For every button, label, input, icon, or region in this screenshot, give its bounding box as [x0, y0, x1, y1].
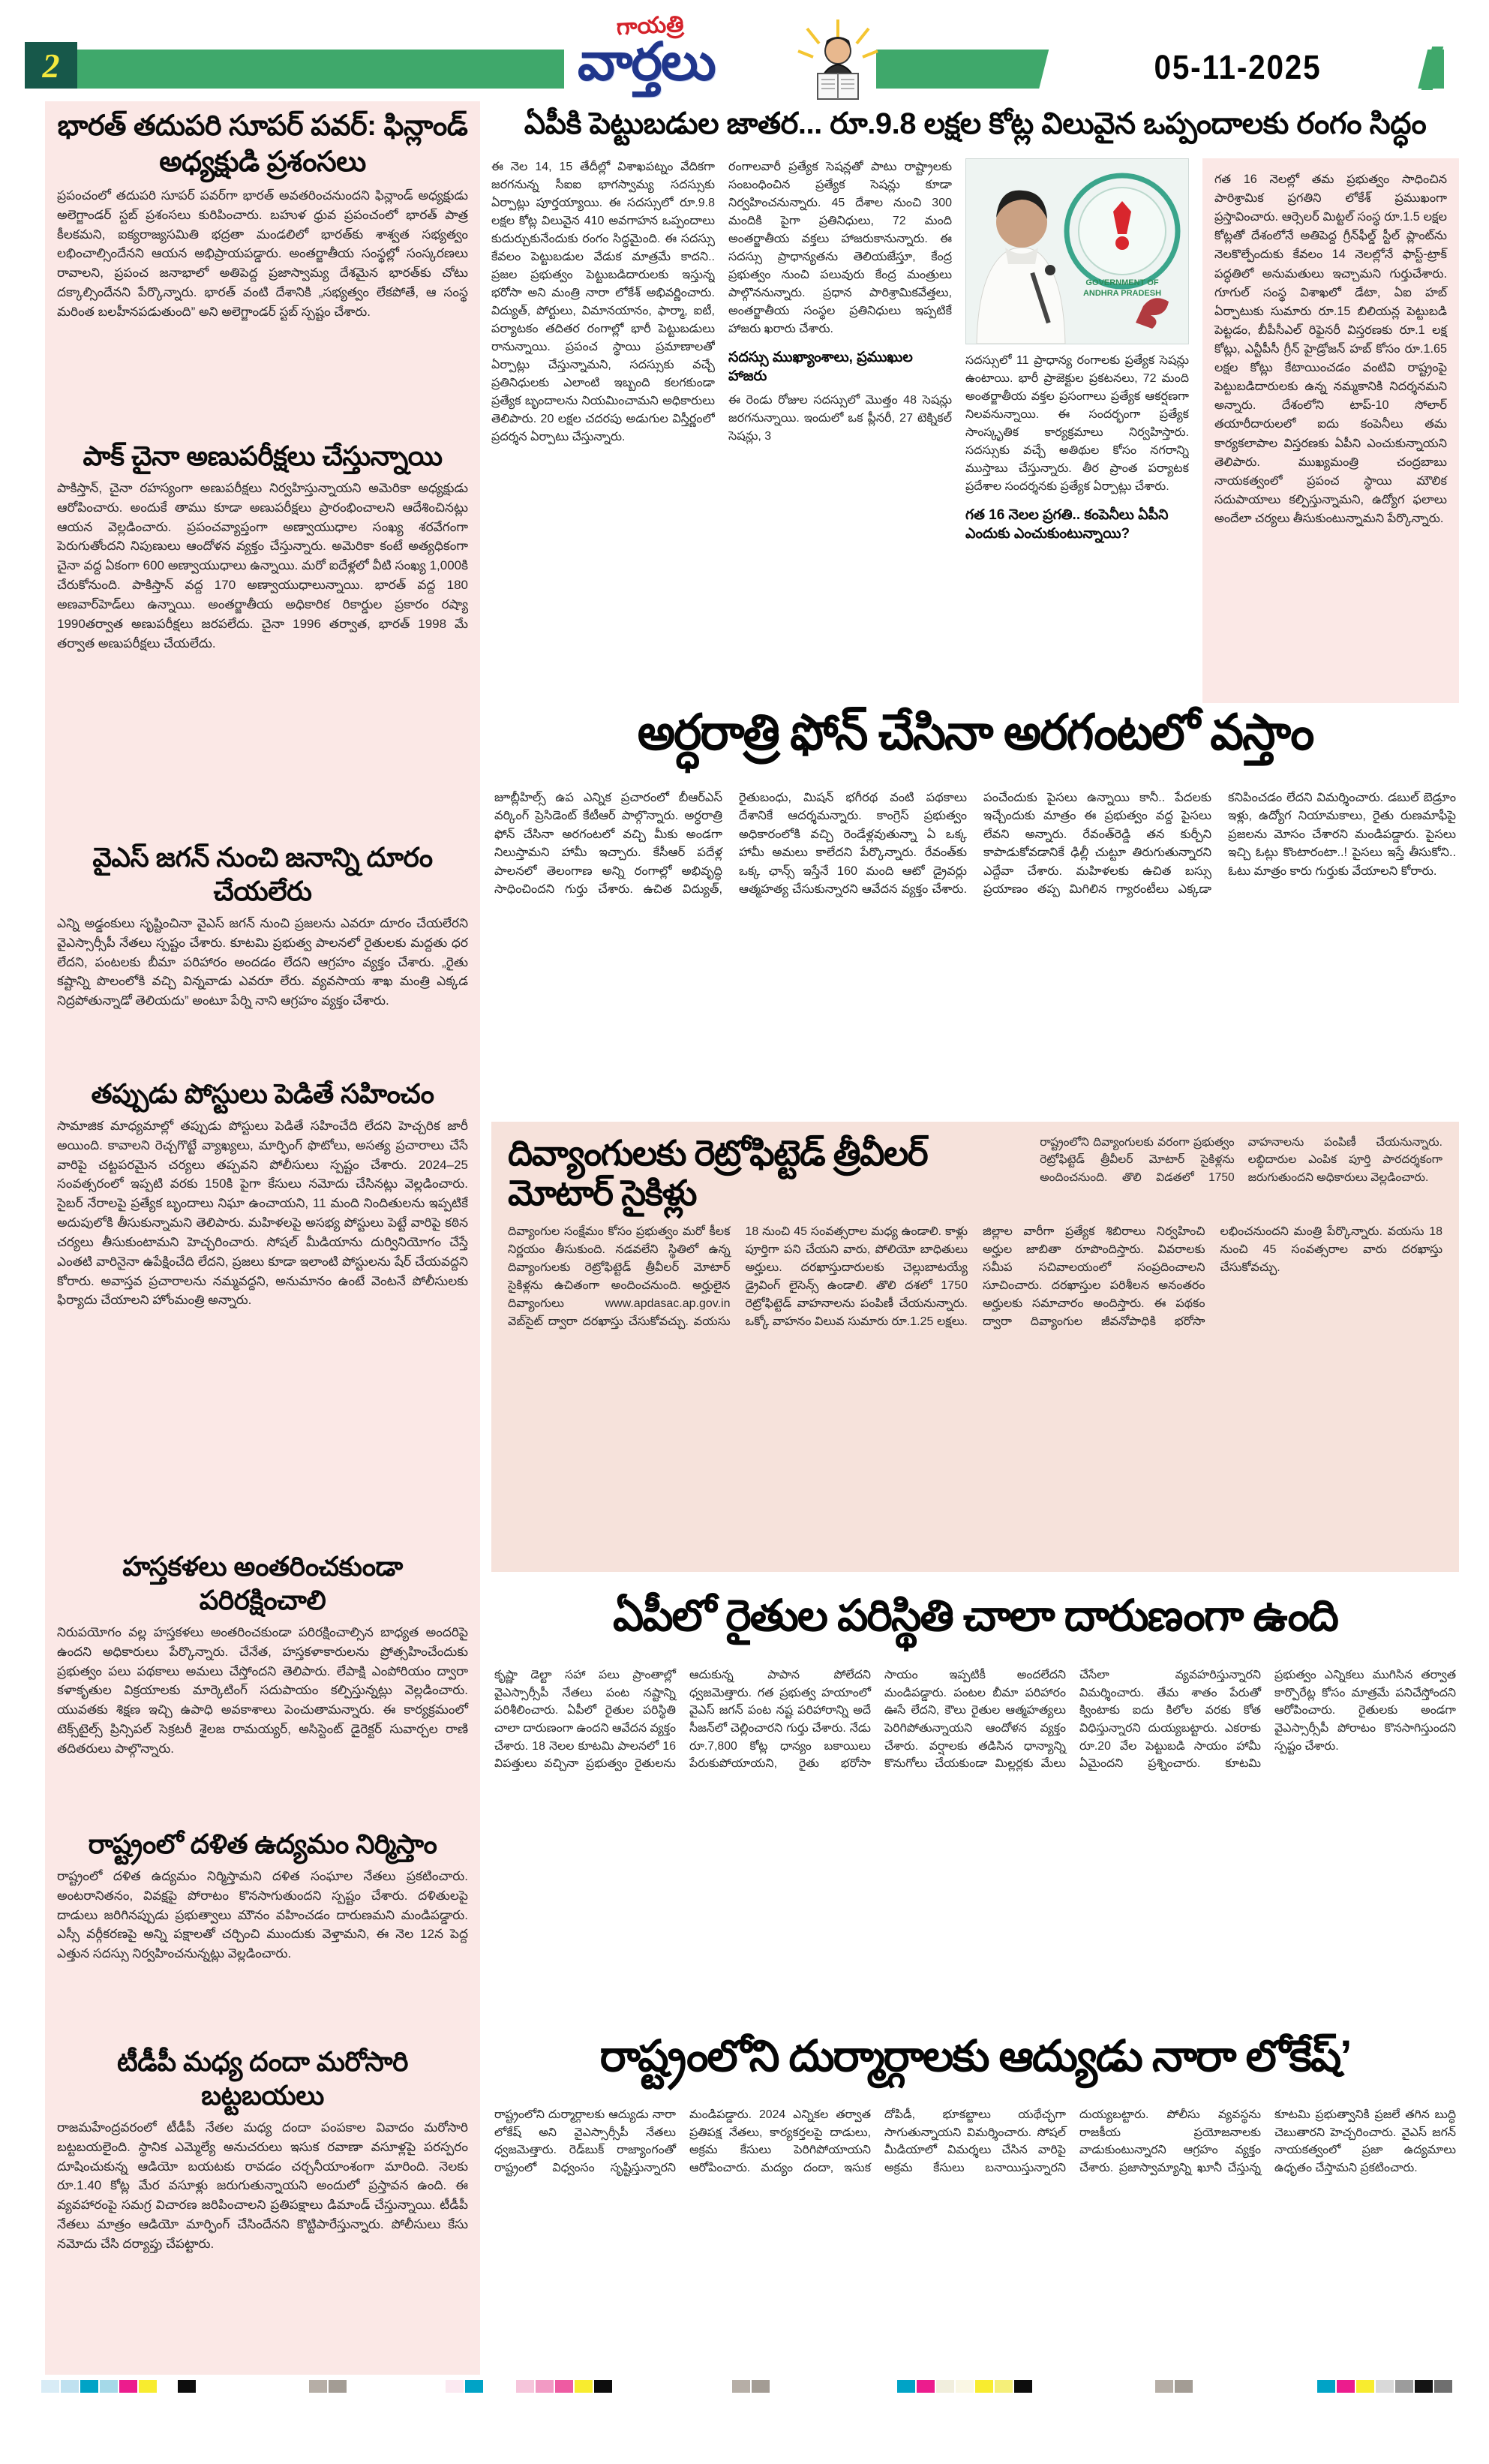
article-false-posts — [45, 1069, 480, 1542]
section-body-farmers: కృష్ణా డెల్టా సహా పలు ప్రాంతాల్లో వైఎస్సార్సీపీ నేతలు పంట నష్టాన్ని పరిశీలించారు. ఏపీలో రైతుల పరిస్థితి చాలా దారుణంగా ఉందని ఆవేదన వ్యక్తం చేశారు. 18 నెలల కూటమి పాలనలో 16 విపత్తులు వచ్చినా ప్రభుత్వం రైతులను ఆదుకున్న పాపాన పోలేదని ధ్వజమెత్తారు. గత ప్రభుత్వ హయాంలో వైఎస్ జగన్ పంట నష్ట పరిహారాన్ని అదే సీజన్‌లో చెల్లించారని గుర్తు చేశారు. నేడు రూ.7,800 కోట్ల ధాన్యం బకాయిలు పేరుకుపోయాయని, రైతు భరోసా సాయం ఇప్పటికీ అందలేదని మండిపడ్డారు. పంటల బీమా పరిహారం ఊసే లేదని, కౌలు రైతుల ఆత్మహత్యలు పెరిగిపోతున్నాయని ఆందోళన వ్యక్తం చేశారు. వర్షాలకు తడిసిన ధాన్యాన్ని కొనుగోలు చేయకుండా మిల్లర్లకు మేలు చేసేలా వ్యవహరిస్తున్నారని విమర్శించారు. తేమ శాతం పేరుతో క్వింటాకు ఐదు కిలోల వరకు కోత విధిస్తున్నారని దుయ్యబట్టారు. ఎకరాకు రూ.20 వేల పెట్టుబడి సాయం హామీ ఏమైందని ప్రశ్నించారు. కూటమి ప్రభుత్వం ఎన్నికలు ముగిసిన తర్వాత కార్పొరేట్ల కోసం మాత్రమే పనిచేస్తోందని ఆరోపించారు. రైతులకు అండగా వైఎస్సార్సీపీ పోరాటం కొనసాగిస్తుందని స్పష్టం చేశారు. — [494, 1669, 1456, 1771]
lead-headline: ఏపీకి పెట్టుబడుల జాతర... రూ.9.8 లక్షల కోట్ల విలువైన ఒప్పందాలకు రంగం సిద్ధం — [524, 107, 1427, 140]
registration-mark-swatch — [1317, 2380, 1335, 2393]
article-body: రాజమహేంద్రవరంలో టీడీపీ నేతల మధ్య దందా పంపకాల వివాదం మరోసారి బట్టబయలైంది. స్థానిక ఎమ్మెల్యే అనుచరులు ఇసుక రవాణా వసూళ్లపై పరస్పరం దూషించుకున్న ఆడియో బయటకు రావడం చర్చనీయాంశంగా మారింది. నెలకు రూ.1.40 కోట్ల మేర వసూళ్లు జరుగుతున్నాయని అందులో ప్రస్తావన ఉంది. ఈ వ్యవహారంపై సమగ్ర విచారణ జరిపించాలని ప్రతిపక్షాలు డిమాండ్ చేస్తున్నాయి. టీడీపీ నేతలు మాత్రం ఆడియో మార్ఫింగ్ చేసిందేనని కొట్టిపారేస్తున్నారు. పోలీసులు కేసు నమోదు చేసి దర్యాప్తు చేపట్టారు. — [57, 2120, 468, 2251]
article-headline: భారత్ తదుపరి సూపర్ పవర్: ఫిన్లాండ్ అధ్యక్షుడి ప్రశంసలు — [57, 110, 468, 178]
article-body: పాకిస్తాన్, చైనా రహస్యంగా అణుపరీక్షలు నిర్వహిస్తున్నాయని అమెరికా అధ్యక్షుడు ఆరోపించారు. అందుకే తాము కూడా అణుపరీక్షలు ప్రారంభించాలని ఆదేశించినట్లు ఆయన వెల్లడించారు. ప్రపంచవ్యాప్తంగా అణ్వాయుధాల సంఖ్య శరవేగంగా పెరుగుతోందని నిపుణులు ఆందోళన వ్యక్తం చేస్తున్నారు. అమెరికా కంటే అత్యధికంగా చైనా వద్ద ఏకంగా 600 అణ్వాయుధాలు ఉన్నాయి. మరో ఐదేళ్లలో వీటి సంఖ్య 1,000కి చేరుకోనుంది. పాకిస్తాన్ వద్ద 170 అణ్వాయుధాలున్నాయి. భారత్ వద్ద 180 అణవార్‌హెడ్‌లు ఉన్నాయి. అంతర్జాతీయ అధికారిక రికార్డుల ప్రకారం రష్యా 1990తర్వాత అణుపరీక్షలు జరపలేదు. చైనా 1996 తర్వాత, భారత్ 1998 మే తర్వాత అణుపరీక్షలు చేయలేదు. — [57, 481, 468, 651]
registration-mark-group — [1155, 2380, 1193, 2393]
lead-col-2-text: రంగాలవారీ ప్రత్యేక సెషన్లతో పాటు రాష్ట్రాలకు సంబంధించిన ప్రత్యేక సెషన్లు కూడా నిర్వహించనున్నారు. 45 దేశాల నుంచి 300 మందికి పైగా ప్రతినిధులు, 72 మంది అంతర్జాతీయ వక్తలు హాజరుకానున్నారు. ఈ సదస్సు ప్రాధాన్యతను తెలియజేస్తూ, కేంద్ర ప్రభుత్వం నుంచి పలువురు కేంద్ర మంత్రులు పాల్గొననున్నారు. ప్రధాన పారిశ్రామికవేత్తలు, అంతర్జాతీయ సంస్థల ప్రతినిధులు ఇప్పటికే హాజరు ఖరారు చేశారు. — [728, 161, 952, 335]
article-headline: పాక్ చైనా అణుపరీక్షలు చేస్తున్నాయి — [83, 440, 443, 471]
lead-article — [491, 158, 1459, 703]
lead-subhead-highlights: సదస్సు ముఖ్యాంశాలు, ప్రముఖుల హాజరు — [728, 350, 913, 384]
article-headline: తప్పుడు పోస్టులు పెడితే సహించం — [91, 1078, 434, 1109]
registration-mark-swatch — [917, 2380, 935, 2393]
section-headline-lokesh: రాష్ట్రంలోని దుర్మార్గాలకు ఆద్యుడు నారా లోకేష్’ — [599, 2032, 1351, 2081]
article-body: రాష్ట్రంలో దళిత ఉద్యమం నిర్మిస్తామని దళిత సంఘాల నేతలు ప్రకటించారు. అంటరానితనం, వివక్షపై పోరాటం కొనసాగుతుందని స్పష్టం చేశారు. దళితులపై దాడులు జరిగినప్పుడు ప్రభుత్వాలు మౌనం వహించడం దారుణమని మండిపడ్డారు. ఎస్సీ వర్గీకరణపై అన్ని పక్షాలతో చర్చించి ముందుకు వెళ్తామని, ఈ నెల 12న పెద్ద ఎత్తున సదస్సు నిర్వహించనున్నట్లు వెల్లడించారు. — [57, 1869, 468, 1961]
lead-sidebar-progress: గత 16 నెలల్లో తమ ప్రభుత్వం సాధించిన పారిశ్రామిక ప్రగతిని లోకేశ్ ప్రముఖంగా ప్రస్తావించారు. ఆర్సెలర్ మిట్టల్ సంస్థ రూ.1.5 లక్షల కోట్లతో దేశంలోనే అతిపెద్ద గ్రీన్‌ఫీల్డ్ స్టీల్ ప్లాంట్‌ను నెలకొల్పేందుకు కేవలం 14 నెలల్లోనే ఫాస్ట్-ట్రాక్ పద్ధతిలో అనుమతులు ఇచ్చామని గుర్తుచేశారు. గూగుల్ సంస్థ విశాఖలో డేటా, ఏఐ హబ్ ఏర్పాటుకు సుమారు రూ.15 బిలియన్ల పెట్టుబడి పెట్టడం, బీపీసీఎల్ రిఫైనరీ విస్తరణకు రూ.1 లక్ష కోట్లు, ఎన్టీపీసీ గ్రీన్ హైడ్రోజన్ హబ్ కోసం రూ.1.65 లక్షల కోట్లు కేటాయించడం వంటివి రాష్ట్రంపై పెట్టుబడిదారులకు ఉన్న నమ్మకానికి నిదర్శనమని అన్నారు. దేశంలోని టాప్-10 సోలార్ తయారీదారులలో ఐదు కంపెనీలు తమ కార్యకలాపాల విస్తరణకు ఏపీని ఎంచుకున్నాయని తెలిపారు. ముఖ్యమంత్రి చంద్రబాబు నాయకత్వంలో ప్రపంచ స్థాయి మౌలిక సదుపాయాలు కల్పిస్తున్నామని, ఉద్యోగ ఫలాలు అందేలా చర్యలు తీసుకుంటున్నామని పేర్కొన్నారు. — [1202, 158, 1459, 703]
registration-mark-group — [732, 2380, 770, 2393]
registration-mark-swatch — [100, 2380, 118, 2393]
registration-mark-swatch — [1395, 2380, 1413, 2393]
section-headline-midnight-call: అర్ధరాత్రి ఫోన్ చేసినా అరగంటలో వస్తాం — [637, 705, 1313, 761]
registration-mark-swatch — [975, 2380, 993, 2393]
lead-col-1: ఈ నెల 14, 15 తేదీల్లో విశాఖపట్నం వేదికగా జరగనున్న సీఐఐ భాగస్వామ్య సదస్సుకు ఏర్పాట్లు పూర్తయ్యాయి. ఈ సదస్సులో రూ.9.8 లక్షల కోట్ల విలువైన 410 అవగాహన ఒప్పందాలు కుదుర్చుకునేందుకు రంగం సిద్ధమైంది. ఈ సదస్సు కేవలం పెట్టుబడుల వేడుక మాత్రమే కాదని.. ప్రజల ప్రభుత్వం పెట్టుబడిదారులకు ఇస్తున్న భరోసా అని మంత్రి నారా లోకేశ్ అభివర్ణించారు. విద్యుత్, పోర్టులు, విమానయానం, ఫార్మా, ఐటీ, పర్యాటకం తదితర రంగాల్లో భారీ పెట్టుబడులు రానున్నాయి. ప్రపంచ స్థాయి ప్రమాణాలతో ఏర్పాట్లు చేస్తున్నామని, సదస్సుకు వచ్చే ప్రతినిధులకు ఎలాంటి ఇబ్బంది కలగకుండా ప్రత్యేక బృందాలను నియమించామని అధికారులు తెలిపారు. 20 లక్షల చదరపు అడుగుల విస్తీర్ణంలో ప్రదర్శన ఏర్పాటు చేస్తున్నారు. — [491, 161, 715, 443]
article-body: నిరుపయోగం వల్ల హస్తకళలు అంతరించకుండా పరిరక్షించాల్సిన బాధ్యత అందరిపై ఉందని అధికారులు పేర్కొన్నారు. చేనేత, హస్తకళాకారులను ప్రోత్సహించేందుకు ప్రభుత్వం పలు పథకాలు అమలు చేస్తోందని తెలిపారు. లేపాక్షి ఎంపోరియం ద్వారా కళాకృతుల విక్రయాలకు మార్కెటింగ్ సదుపాయం కల్పిస్తున్నట్లు వెల్లడించారు. యువతకు శిక్షణ ఇచ్చి ఉపాధి అవకాశాలు పెంచుతామన్నారు. ఈ కార్యక్రమంలో టెక్స్‌టైల్స్ ప్రిన్సిపల్ సెక్రటరీ శైలజ రామయ్యర్, అసిస్టెంట్ డైరెక్టర్ సువార్చల రాణి తదితరులు పాల్గొన్నారు. — [57, 1625, 468, 1756]
section-retrofitted-trikes — [491, 1122, 1459, 1572]
section-side-text-retrofitted: రాష్ట్రంలోని దివ్యాంగులకు వరంగా ప్రభుత్వం రెట్రోఫిట్టెడ్ త్రీవీలర్ మోటార్ సైకిళ్లను అందించనుంది. తొలి విడతలో 1750 వాహనాలను పంపిణీ చేయనున్నారు. లబ్ధిదారుల ఎంపిక పూర్తి పారదర్శకంగా జరుగుతుందని అధికారులు వెల్లడించారు. — [1040, 1136, 1442, 1184]
registration-mark-swatch — [536, 2380, 554, 2393]
registration-mark-swatch — [956, 2380, 974, 2393]
article-india-super-power — [45, 101, 480, 431]
svg-text:ANDHRA PRADESH: ANDHRA PRADESH — [1082, 289, 1162, 298]
registration-mark-group — [41, 2380, 196, 2393]
article-handicrafts — [45, 1542, 480, 1819]
section-body-retrofitted: దివ్యాంగుల సంక్షేమం కోసం ప్రభుత్వం మరో కీలక నిర్ణయం తీసుకుంది. నడవలేని స్థితిలో ఉన్న దివ్యాంగులకు రెట్రోఫిట్టెడ్ త్రీవీలర్ మోటార్ సైకిళ్లను ఉచితంగా అందించనుంది. అర్హులైన దివ్యాంగులు www.apdasac.ap.gov.in వెబ్‌సైట్ ద్వారా దరఖాస్తు చేసుకోవచ్చు. వయసు 18 నుంచి 45 సంవత్సరాల మధ్య ఉండాలి. కాళ్లు పూర్తిగా పని చేయని వారు, పోలియో బాధితులు అర్హులు. దరఖాస్తుదారులకు చెల్లుబాటయ్యే డ్రైవింగ్ లైసెన్స్ ఉండాలి. తొలి దశలో 1750 రెట్రోఫిట్టెడ్ వాహనాలను పంపిణీ చేయనున్నారు. ఒక్కో వాహనం విలువ సుమారు రూ.1.25 లక్షలు. జిల్లాల వారీగా ప్రత్యేక శిబిరాలు నిర్వహించి అర్హుల జాబితా రూపొందిస్తారు. వివరాలకు సమీప సచివాలయంలో సంప్రదించాలని సూచించారు. దరఖాస్తుల పరిశీలన అనంతరం అర్హులకు సమాచారం అందిస్తారు. ఈ పథకం ద్వారా దివ్యాంగుల జీవనోపాధికి భరోసా లభించనుందని మంత్రి పేర్కొన్నారు. వయసు 18 నుంచి 45 సంవత్సరాల వారు దరఖాస్తు చేసుకోవచ్చు. — [508, 1225, 1442, 1329]
registration-mark-swatch — [752, 2380, 770, 2393]
lead-photo-image — [965, 158, 1189, 344]
article-headline: రాష్ట్రంలో దళిత ఉద్యమం నిర్మిస్తాం — [88, 1828, 437, 1859]
registration-marks — [0, 2380, 1489, 2395]
section-headline-farmers: ఏపీలో రైతుల పరిస్థితి చాలా దారుణంగా ఉంది — [613, 1591, 1337, 1640]
registration-mark-swatch — [1155, 2380, 1173, 2393]
masthead-topline: గాయత్రి — [615, 11, 685, 41]
article-headline: వైఎస్ జగన్ నుంచి జనాన్ని దూరం చేయలేరు — [92, 842, 433, 906]
registration-mark-group — [897, 2380, 1032, 2393]
registration-mark-swatch — [80, 2380, 98, 2393]
registration-mark-swatch — [995, 2380, 1013, 2393]
article-body: ఎన్ని అడ్డంకులు సృష్టించినా వైఎస్ జగన్ నుంచి ప్రజలను ఎవరూ దూరం చేయలేరని వైఎస్సార్సీపీ నేతలు స్పష్టం చేశారు. కూటమి ప్రభుత్వ పాలనలో రైతులకు మద్దతు ధర లేదని, పంటలకు బీమా పరిహారం అందడం లేదని ఆగ్రహం వ్యక్తం చేశారు. „రైతు కష్టాన్ని పొలంలోకి వచ్చి విన్నవాడు ఎవరూ లేరు. వ్యవసాయ శాఖ మంత్రి ఎక్కడ నిద్రపోతున్నాడో తెలియదు” అంటూ పేర్ని నాని ఆగ్రహం వ్యక్తం చేశారు. — [57, 916, 468, 1008]
registration-mark-swatch — [1376, 2380, 1394, 2393]
registration-mark-swatch — [309, 2380, 327, 2393]
registration-mark-swatch — [61, 2380, 79, 2393]
masthead-title: వార్తలు — [578, 32, 715, 91]
section-headline-retrofitted: దివ్యాంగులకు రెట్రోఫిట్టెడ్ త్రీవీలర్ మోటార్ సైకిళ్లు — [508, 1133, 928, 1212]
registration-mark-swatch — [41, 2380, 59, 2393]
page-date: 05-11-2025 — [1154, 48, 1322, 86]
registration-mark-swatch — [446, 2380, 464, 2393]
registration-mark-swatch — [575, 2380, 593, 2393]
registration-mark-swatch — [594, 2380, 612, 2393]
lead-col-2-more: ఈ రెండు రోజుల సదస్సులో మొత్తం 48 సెషన్లు జరగనున్నాయి. ఇందులో ఒక ప్లీనరీ, 27 టెక్నికల్ సెషన్లు, 3 — [728, 394, 952, 443]
registration-mark-swatch — [1434, 2380, 1452, 2393]
registration-mark-swatch — [119, 2380, 137, 2393]
registration-mark-swatch — [1014, 2380, 1032, 2393]
main-region — [491, 101, 1459, 2375]
registration-mark-group — [516, 2380, 612, 2393]
registration-mark-swatch — [1415, 2380, 1433, 2393]
registration-mark-swatch — [897, 2380, 915, 2393]
registration-mark-swatch — [555, 2380, 573, 2393]
registration-mark-swatch — [465, 2380, 483, 2393]
registration-mark-swatch — [732, 2380, 750, 2393]
page-number-box — [25, 42, 77, 89]
registration-mark-group — [446, 2380, 483, 2393]
registration-mark-swatch — [329, 2380, 347, 2393]
article-body: ప్రపంచంలో తదుపరి సూపర్ పవర్‌గా భారత్ అవతరించనుందని ఫిన్లాండ్ అధ్యక్షుడు అలెగ్జాండర్ స్టబ్ ప్రశంసలు కురిపించారు. బహుళ ధ్రువ ప్రపంచంలో భారత్ పాత్ర కీలకమని, ఐక్యరాజ్యసమితి భద్రతా మండలిలో భారత్‌కు శాశ్వత సభ్యత్వం లభించాల్సిందేనని ఆయన అభిప్రాయపడ్డారు. అంతర్జాతీయ సంస్థల్లో సంస్కరణలు రావాలని, ప్రపంచ జనాభాలో అతిపెద్ద ప్రజాస్వామ్య దేశమైన భారత్‌కు చోటు దక్కాల్సిందేనని పేర్కొన్నారు. భారత్ వంటి దేశానికి „సభ్యత్వం లేకపోతే, ఆ సంస్థ మరింత బలహీనపడుతుంది” అని అలెగ్జాండర్ స్టబ్ స్పష్టం చేశారు. — [57, 188, 468, 319]
registration-mark-swatch — [158, 2380, 176, 2393]
registration-mark-swatch — [516, 2380, 534, 2393]
lead-subhead-why-ap: గత 16 నెలల ప్రగతి.. కంపెనీలు ఏపీని ఎందుకు ఎంచుకుంటున్నాయి? — [965, 507, 1169, 542]
article-tdp-danda — [45, 2037, 480, 2375]
registration-mark-swatch — [1337, 2380, 1355, 2393]
section-body-midnight-call: జూబ్లీహిల్స్ ఉప ఎన్నిక ప్రచారంలో బీఆర్ఎస్ వర్కింగ్ ప్రెసిడెంట్ కేటీఆర్ పాల్గొన్నారు. అర్ధరాత్రి ఫోన్ చేసినా అరగంటలో వచ్చి మీకు అండగా నిలుస్తామని హామీ ఇచ్చారు. కేసీఆర్ పదేళ్ల పాలనలో తెలంగాణ అన్ని రంగాల్లో అభివృద్ధి సాధించిందని గుర్తు చేశారు. ఉచిత విద్యుత్, రైతుబంధు, మిషన్ భగీరథ వంటి పథకాలు దేశానికే ఆదర్శమన్నారు. కాంగ్రెస్ ప్రభుత్వం అధికారంలోకి వచ్చి రెండేళ్లవుతున్నా ఏ ఒక్క హామీ అమలు కాలేదని పేర్కొన్నారు. రేవంత్‌కు ఒక్క ఛాన్స్ ఇస్తేనే 160 మంది ఆటో డ్రైవర్లు ఆత్మహత్య చేసుకున్నారని ఆవేదన వ్యక్తం చేశారు. పంచేందుకు పైసలు ఉన్నాయి కానీ.. పేదలకు ఇచ్చేందుకు మాత్రం ఈ ప్రభుత్వం వద్ద పైసలు లేవని అన్నారు. రేవంత్‌రెడ్డి తన కుర్చీని కాపాడుకోవడానికే ఢిల్లీ చుట్టూ తిరుగుతున్నారని ఎద్దేవా చేశారు. మహిళలకు ఉచిత బస్సు ప్రయాణం తప్ప మిగిలిన గ్యారంటీలు ఎక్కడా కనిపించడం లేదని విమర్శించారు. డబుల్ బెడ్రూం ఇళ్లు, ఉద్యోగ నియామకాలు, రైతు రుణమాఫీపై ప్రజలను మోసం చేశారని మండిపడ్డారు. పైసలు ఇచ్చి ఓట్లు కొంటారంటా..! పైసలు ఇస్తే తీసుకోని.. ఓటు మాత్రం కారు గుర్తుకు వేయాలని కోరారు. — [494, 791, 1456, 897]
registration-mark-group — [309, 2380, 347, 2393]
masthead — [578, 12, 878, 101]
section-body-lokesh: రాష్ట్రంలోని దుర్మార్గాలకు ఆద్యుడు నారా లోకేష్ అని వైఎస్సార్సీపీ నేతలు ధ్వజమెత్తారు. రెడ్‌బుక్ రాజ్యాంగంతో రాష్ట్రంలో విధ్వంసం సృష్టిస్తున్నారని మండిపడ్డారు. 2024 ఎన్నికల తర్వాత ప్రతిపక్ష నేతలు, కార్యకర్తలపై దాడులు, అక్రమ కేసులు పెరిగిపోయాయని ఆరోపించారు. మద్యం దందా, ఇసుక దోపిడీ, భూకబ్జాలు యథేచ్ఛగా సాగుతున్నాయని విమర్శించారు. సోషల్ మీడియాలో విమర్శలు చేసిన వారిపై అక్రమ కేసులు బనాయిస్తున్నారని దుయ్యబట్టారు. పోలీసు వ్యవస్థను రాజకీయ ప్రయోజనాలకు వాడుకుంటున్నారని ఆగ్రహం వ్యక్తం చేశారు. ప్రజాస్వామ్యాన్ని ఖూనీ చేస్తున్న కూటమి ప్రభుత్వానికి ప్రజలే తగిన బుద్ధి చెబుతారని హెచ్చరించారు. వైఎస్ జగన్ నాయకత్వంలో ప్రజా ఉద్యమాలు ఉధృతం చేస్తామని ప్రకటించారు. — [494, 2108, 1456, 2175]
photo-backdrop-line: GOVERNMENT OF — [1085, 278, 1159, 287]
registration-mark-swatch — [139, 2380, 157, 2393]
registration-mark-swatch — [1356, 2380, 1374, 2393]
registration-mark-group — [1317, 2380, 1452, 2393]
masthead-reader-icon — [797, 18, 879, 106]
lead-col-3-text: సదస్సులో 11 ప్రాధాన్య రంగాలకు ప్రత్యేక సెషన్లు ఉంటాయి. భారీ ప్రాజెక్టుల ప్రకటనలు, 72 మంది అంతర్జాతీయ వక్తల ప్రసంగాలు ప్రత్యేక ఆకర్షణగా నిలవనున్నాయి. ఈ సందర్భంగా ప్రత్యేక సాంస్కృతిక కార్యక్రమాలు నిర్వహిస్తారు. సదస్సుకు వచ్చే అతిథుల కోసం నగరాన్ని ముస్తాబు చేస్తున్నారు. తీర ప్రాంత పర్యాటక ప్రదేశాల సందర్శనకు ప్రత్యేక ఏర్పాట్లు చేశారు. — [965, 354, 1189, 493]
page-number: 2 — [42, 46, 60, 85]
lead-col-2 — [728, 158, 952, 703]
article-headline: హస్తకళలు అంతరించకుండా పరిరక్షించాలి — [122, 1551, 403, 1615]
registration-mark-swatch — [1175, 2380, 1193, 2393]
registration-mark-swatch — [178, 2380, 196, 2393]
left-column — [45, 101, 480, 2375]
article-headline: టీడీపీ మధ్య దందా మరోసారి బట్టబయలు — [117, 2046, 408, 2111]
lead-col-3 — [965, 158, 1189, 703]
article-dalit-movement — [45, 1819, 480, 2037]
article-pak-china-nuclear — [45, 431, 480, 833]
article-body: సామాజిక మాధ్యమాల్లో తప్పుడు పోస్టులు పెడితే సహించేది లేదని హెచ్చరిక జారీ అయింది. కావాలని రెచ్చగొట్టే వ్యాఖ్యలు, మార్ఫింగ్ ఫొటోలు, అసత్య ప్రచారాలు చేసే వారిపై చట్టపరమైన చర్యలు తప్పవని పోలీసులు స్పష్టం చేశారు. 2024–25 సంవత్సరంలో ఇప్పటి వరకు 150కి పైగా కేసులు నమోదు చేసినట్లు వెల్లడించారు. సైబర్ నేరాలపై ప్రత్యేక బృందాలు నిఘా ఉంచాయని, 11 మంది నిందితులను ఇప్పటికే అదుపులోకి తీసుకున్నామని తెలిపారు. మహిళలపై అసభ్య పోస్టులు పెట్టే వారిపై కఠిన చర్యలు తీసుకుంటామని హెచ్చరించారు. సోషల్ మీడియాను దుర్వినియోగం చేస్తే ఎంతటి వారినైనా ఉపేక్షించేది లేదని, ప్రజలు కూడా ఇలాంటి పోస్టులను షేర్ చేయవద్దని కోరారు. అవాస్తవ ప్రచారాలను నమ్మవద్దని, అనుమానం ఉంటే వెంటనే పోలీసులకు ఫిర్యాదు చేయాలని హోంమంత్రి అన్నారు. — [57, 1119, 468, 1308]
article-jagan-people — [45, 833, 480, 1069]
registration-mark-swatch — [936, 2380, 954, 2393]
